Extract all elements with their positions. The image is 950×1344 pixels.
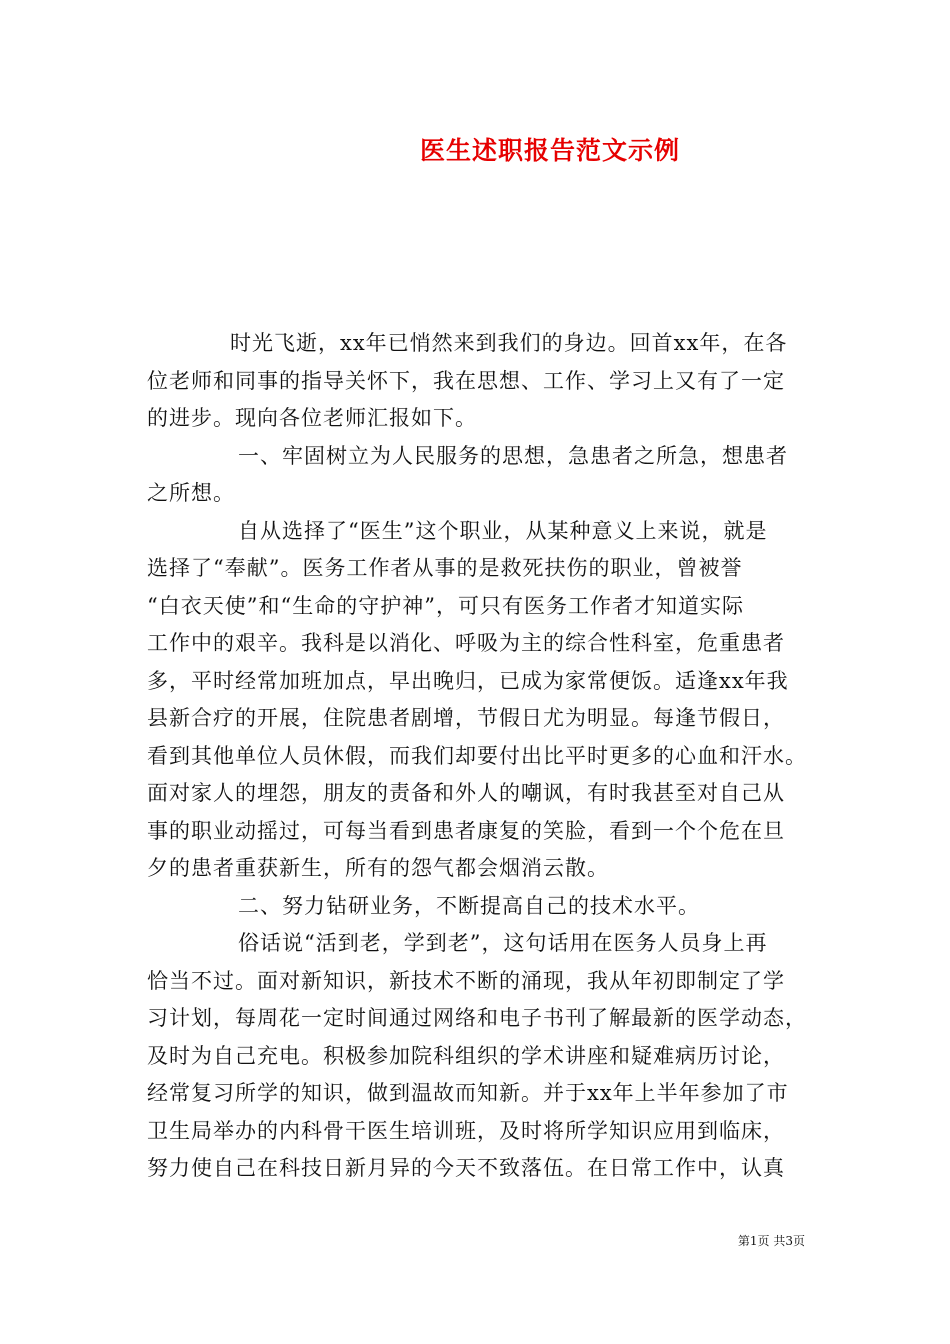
paragraph-line: 位老师和同事的指导关怀下，我在思想、工作、学习上又有了一定 bbox=[147, 369, 785, 393]
paragraph-line: 县新合疗的开展，住院患者剧增，节假日尤为明显。每逢节假日， bbox=[147, 706, 785, 730]
paragraph-line: 的进步。现向各位老师汇报如下。 bbox=[147, 406, 477, 430]
paragraph-line: 夕的患者重获新生，所有的怨气都会烟消云散。 bbox=[147, 856, 609, 880]
paragraph-line: 习计划，每周花一定时间通过网络和电子书刊了解最新的医学动态， bbox=[147, 1006, 807, 1030]
paragraph-line: 事的职业动摇过，可每当看到患者康复的笑脸，看到一个个危在旦 bbox=[147, 819, 785, 843]
document-title: 医生述职报告范文示例 bbox=[419, 136, 680, 165]
paragraph-line: 面对家人的埋怨，朋友的责备和外人的嘲讽，有时我甚至对自己从 bbox=[147, 781, 785, 805]
paragraph-line: 及时为自己充电。积极参加院科组织的学术讲座和疑难病历讨论， bbox=[147, 1044, 785, 1068]
paragraph-line: 自从选择了“医生”这个职业，从某种意义上来说，就是 bbox=[238, 519, 768, 543]
paragraph-line: 经常复习所学的知识，做到温故而知新。并于xx年上半年参加了市 bbox=[147, 1081, 789, 1105]
paragraph-line: 卫生局举办的内科骨干医生培训班，及时将所学知识应用到临床， bbox=[147, 1119, 785, 1143]
section-heading-line: 一、牢固树立为人民服务的思想，急患者之所急，想患者 bbox=[238, 444, 788, 468]
paragraph-line: “白衣天使”和“生命的守护神”，可只有医务工作者才知道实际 bbox=[147, 594, 744, 618]
page-number-footer: 第1页 共3页 bbox=[737, 1234, 805, 1248]
paragraph-line: 工作中的艰辛。我科是以消化、呼吸为主的综合性科室，危重患者 bbox=[147, 631, 785, 655]
paragraph-line: 俗话说“活到老，学到老”，这句话用在医务人员身上再 bbox=[238, 931, 768, 955]
paragraph-line: 时光飞逝，xx年已悄然来到我们的身边。回首xx年，在各 bbox=[230, 331, 788, 355]
paragraph-line: 恰当不过。面对新知识，新技术不断的涌现，我从年初即制定了学 bbox=[147, 969, 785, 993]
section-heading-line: 二、努力钻研业务，不断提高自己的技术水平。 bbox=[238, 894, 700, 918]
paragraph-line: 多，平时经常加班加点，早出晚归，已成为家常便饭。适逢xx年我 bbox=[147, 669, 789, 693]
section-heading-line: 之所想。 bbox=[147, 481, 235, 505]
paragraph-line: 努力使自己在科技日新月异的今天不致落伍。在日常工作中，认真 bbox=[147, 1156, 785, 1180]
paragraph-line: 选择了“奉献”。医务工作者从事的是救死扶伤的职业，曾被誉 bbox=[147, 556, 743, 580]
paragraph-line: 看到其他单位人员休假，而我们却要付出比平时更多的心血和汗水。 bbox=[147, 744, 807, 768]
